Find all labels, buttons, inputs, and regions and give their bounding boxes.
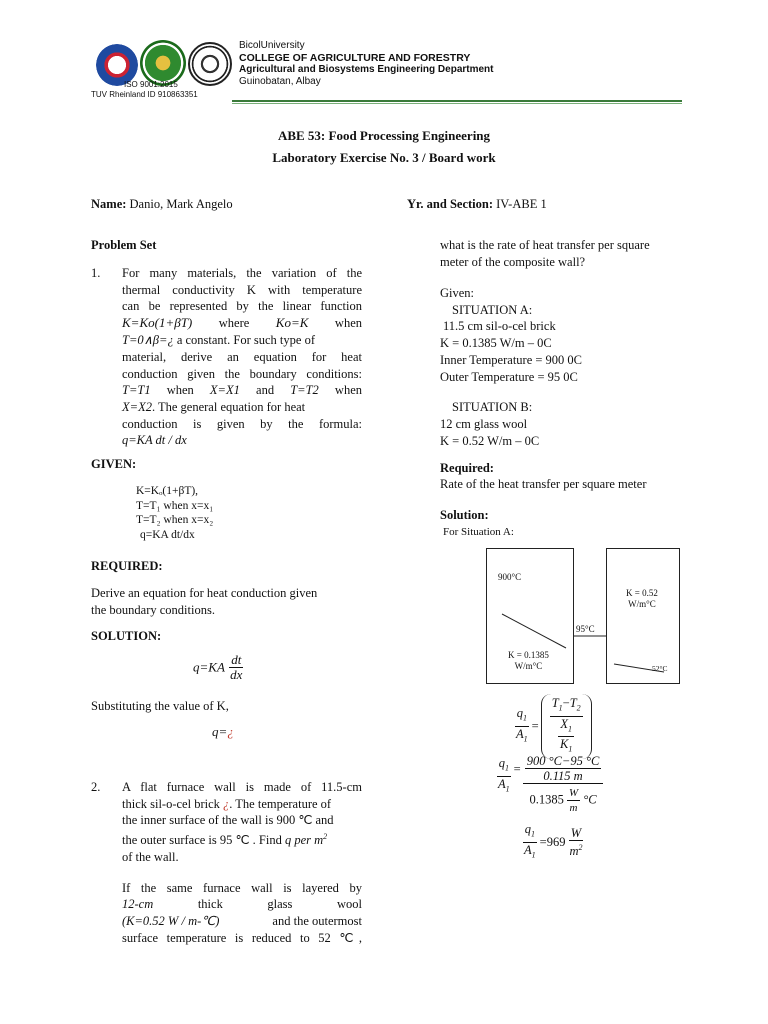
wall-diagram bbox=[486, 548, 682, 684]
exercise-title: Laboratory Exercise No. 3 / Board work bbox=[272, 150, 496, 165]
p2-para2-line2 bbox=[122, 896, 362, 913]
problem1-text bbox=[122, 265, 362, 449]
right-k-label bbox=[626, 588, 658, 610]
name-value: Danio, Mark Angelo bbox=[129, 197, 233, 211]
header-location: Guinobatan, Albay bbox=[239, 76, 321, 87]
header-university: BicolUniversity bbox=[239, 40, 305, 51]
equation-2 bbox=[496, 754, 603, 815]
eq1-minus: − bbox=[562, 696, 570, 710]
problem1-number: 1. bbox=[91, 266, 101, 280]
p2-line2 bbox=[122, 796, 362, 813]
header-college: COLLEGE OF AGRICULTURE AND FORESTRY bbox=[239, 52, 471, 64]
given-line: T=T₂ when x=x₂ bbox=[136, 514, 214, 526]
eq3-a: A bbox=[524, 842, 532, 857]
p2-line5: of the wall. bbox=[122, 849, 179, 864]
problem2-text bbox=[122, 779, 362, 946]
p2-required-title: Required: bbox=[440, 461, 494, 475]
left-k-unit: W/m°C bbox=[514, 661, 543, 671]
sub-eq bbox=[212, 724, 234, 740]
p2-line1: A flat furnace wall is made of 11.5-cm bbox=[122, 780, 362, 794]
p2-word-wool: wool bbox=[336, 897, 362, 912]
p1-given-lines bbox=[136, 484, 213, 542]
eq3-unit-sup: 2 bbox=[578, 842, 583, 852]
when-word: when bbox=[334, 316, 362, 331]
eq2-unit-num: W bbox=[568, 787, 579, 799]
left-k-value: K = 0.1385 bbox=[508, 650, 549, 660]
department-seal-icon bbox=[188, 42, 232, 86]
eq2-rhs bbox=[523, 754, 604, 815]
problem-set-title: Problem Set bbox=[91, 238, 157, 252]
sub-eq-red: ¿ bbox=[227, 724, 234, 739]
header-rule bbox=[232, 100, 682, 102]
eq-b1: T=T1 bbox=[122, 383, 151, 398]
problem2-number: 2. bbox=[91, 780, 101, 794]
sit-a-line: Outer Temperature = 95 0C bbox=[440, 369, 578, 384]
p2-para2-line1: If the same furnace wall is layered by bbox=[122, 880, 362, 895]
p2-line4a: the outer surface is 95 ℃ . Find bbox=[122, 833, 282, 848]
sit-a-line: Inner Temperature = 900 0C bbox=[440, 352, 583, 367]
p2-line3-tail: and the outermost bbox=[272, 914, 362, 929]
eq3-q: q bbox=[524, 822, 531, 836]
p1-line7: conduction given the boundary conditions: bbox=[122, 366, 362, 381]
tuv-label: TUV Rheinland ID 910863351 bbox=[91, 90, 198, 99]
eq1-lhs bbox=[514, 706, 530, 746]
eq1-a-sub: 1 bbox=[523, 734, 528, 744]
right-k-value: K = 0.52 bbox=[626, 588, 658, 598]
eq2-unit bbox=[567, 786, 580, 815]
sol-num: dt bbox=[231, 652, 242, 667]
eq-b3: T=T2 bbox=[290, 383, 319, 398]
eq2-k-value: 0.1385 bbox=[529, 792, 564, 807]
p2-solution-title: Solution: bbox=[440, 508, 489, 522]
eq-cond: T=0∧β=¿ bbox=[122, 333, 174, 348]
p1-line9-tail: . The general equation for heat bbox=[151, 399, 306, 414]
p2-required-text: Rate of the heat transfer per square meter bbox=[440, 477, 647, 491]
eq1-t1: T bbox=[551, 696, 559, 710]
sit-a-title: SITUATION A: bbox=[452, 302, 533, 317]
p2-word-thick: thick bbox=[197, 897, 223, 912]
eq2-top bbox=[525, 754, 602, 783]
eq3-unit bbox=[567, 826, 584, 858]
eq1-q: q bbox=[516, 706, 523, 721]
eq1-equals: = bbox=[531, 718, 539, 733]
for-situation-label: For Situation A: bbox=[443, 526, 514, 538]
p2-word-12cm: 12-cm bbox=[122, 897, 154, 912]
eq1-x: X bbox=[560, 716, 568, 731]
required-line: the boundary conditions. bbox=[91, 602, 215, 617]
right-temp-label: 52°C bbox=[652, 664, 668, 673]
sit-a-line: 11.5 cm sil-o-cel brick bbox=[443, 319, 556, 334]
section-value: IV-ABE 1 bbox=[496, 197, 547, 211]
p1-required-text bbox=[91, 585, 317, 618]
sol-lhs: q=KA bbox=[193, 659, 225, 675]
substituting-text: Substituting the value of K, bbox=[91, 699, 229, 713]
sub-eq-lhs: q= bbox=[212, 724, 228, 739]
p2-para2-line4: surface temperature is reduced to 52 ℃, bbox=[122, 930, 362, 945]
p1-line5 bbox=[122, 332, 362, 349]
given-line: q=KA dt/dx bbox=[140, 528, 195, 541]
eq1-x-sub: 1 bbox=[568, 724, 572, 733]
eq3-unit-den: m bbox=[569, 844, 579, 859]
p2-line4 bbox=[122, 829, 362, 849]
section-label: Yr. and Section: bbox=[407, 197, 494, 211]
eq3-value: =969 bbox=[539, 834, 566, 849]
eq2-equals: = bbox=[513, 762, 521, 776]
p1-line2: thermal conductivity K with temperature bbox=[122, 282, 362, 297]
eq-ko: Ko=K bbox=[275, 315, 309, 331]
p2-cont-line1: what is the rate of heat transfer per square bbox=[440, 238, 650, 252]
sol-fraction bbox=[228, 653, 244, 682]
p2-given-title: Given: bbox=[440, 286, 475, 300]
p2-word-glass: glass bbox=[267, 897, 293, 912]
spacer bbox=[122, 866, 362, 880]
eq-linear: K=Ko(1+βT) bbox=[122, 315, 193, 331]
iso-label: ISO 9001:2015 bbox=[124, 80, 178, 89]
eq1-xk bbox=[558, 717, 574, 757]
eq2-a-sub: 1 bbox=[505, 784, 510, 793]
when-a: when bbox=[166, 383, 194, 398]
eq1-t2-sub: 2 bbox=[576, 703, 581, 713]
p1-line3: can be represented by the linear function bbox=[122, 299, 362, 314]
p2-line2-red: ¿ bbox=[223, 796, 230, 811]
spacer bbox=[440, 385, 680, 399]
p1-line10: conduction is given by the formula: bbox=[122, 416, 362, 431]
eq2-q: q bbox=[498, 756, 505, 770]
p2-line2b: . The temperature of bbox=[229, 796, 332, 811]
sol-den: dx bbox=[230, 667, 243, 682]
sit-b-line: K = 0.52 W/m – 0C bbox=[440, 433, 540, 448]
eq1-a: A bbox=[516, 726, 524, 741]
temp-gradient-line-a bbox=[502, 614, 566, 648]
p1-line4 bbox=[122, 315, 362, 332]
given-line: K=Kₒ(1+βT), bbox=[136, 485, 199, 497]
p1-line5-tail: a constant. For such type of bbox=[176, 333, 315, 348]
header-rule-thin bbox=[232, 103, 682, 104]
eq1-t2: T bbox=[569, 696, 577, 710]
eq1-q-sub: 1 bbox=[522, 713, 527, 723]
left-k-label bbox=[508, 650, 549, 672]
sit-a-line: K = 0.1385 W/m – 0C bbox=[440, 336, 552, 351]
eq2-lhs bbox=[496, 756, 512, 796]
eq-formula: q=KA dt / dx bbox=[122, 433, 187, 448]
p1-line6: material, derive an equation for heat bbox=[122, 349, 362, 364]
p1-line1: For many materials, the variation of the bbox=[122, 266, 362, 280]
required-line: Derive an equation for heat conduction given bbox=[91, 586, 318, 600]
and-word: and bbox=[256, 383, 275, 398]
p2-line4-math: q per m bbox=[284, 833, 324, 848]
p1-given-title: GIVEN: bbox=[91, 457, 137, 471]
p2-cont-line2: meter of the composite wall? bbox=[440, 254, 586, 269]
eq3-a-sub: 1 bbox=[531, 850, 536, 859]
section-row bbox=[407, 196, 547, 213]
p2-line2a: thick sil-o-cel brick bbox=[122, 796, 220, 811]
given-line: T=T₁ when x=x₁ bbox=[136, 499, 214, 512]
eq-b4: X=X2 bbox=[122, 399, 152, 414]
left-temp-label: 900°C bbox=[498, 572, 522, 582]
eq3-unit-num: W bbox=[570, 825, 582, 840]
eq2-q-sub: 1 bbox=[504, 763, 509, 773]
eq2-unit-den: m bbox=[569, 802, 578, 814]
equation-3 bbox=[522, 822, 584, 862]
eq2-unit-tail: °C bbox=[583, 792, 597, 807]
eq1-k-sub: 1 bbox=[568, 744, 573, 754]
eq1-paren bbox=[541, 694, 592, 759]
course-title: ABE 53: Food Processing Engineering bbox=[277, 128, 491, 143]
where-word: where bbox=[218, 316, 250, 331]
p2-k-eq: (K=0.52 W / m-℃) bbox=[122, 914, 220, 929]
header-department: Agricultural and Biosystems Engineering Department bbox=[239, 64, 494, 75]
eq2-top-den: 0.115 m bbox=[543, 769, 583, 783]
p2-continued bbox=[440, 237, 680, 270]
eq1-rhs bbox=[550, 696, 583, 757]
p2-given-block bbox=[440, 285, 680, 449]
sit-b-line: 12 cm glass wool bbox=[440, 416, 528, 431]
right-k-unit: W/m°C bbox=[628, 599, 656, 609]
p1-line9 bbox=[122, 399, 362, 416]
when-b: when bbox=[334, 383, 362, 398]
p1-line8 bbox=[122, 382, 362, 399]
mid-temp-label: 95°C bbox=[576, 624, 595, 634]
name-row bbox=[91, 196, 233, 213]
p1-solution-title: SOLUTION: bbox=[91, 629, 162, 643]
p2-para2-line3 bbox=[122, 913, 362, 930]
p1-solution-eq bbox=[193, 653, 244, 682]
eq1-k: K bbox=[560, 737, 569, 751]
eq1-t1-sub: 1 bbox=[558, 703, 563, 713]
p2-line4-sup: 2 bbox=[323, 832, 328, 842]
equation-1 bbox=[514, 694, 592, 759]
eq2-top-num: 900 °C−95 °C bbox=[526, 754, 600, 768]
name-label: Name: bbox=[91, 197, 127, 211]
p2-line3: the inner surface of the wall is 900 ℃ and bbox=[122, 813, 334, 828]
eq3-lhs bbox=[522, 822, 538, 862]
eq-b2: X=X1 bbox=[209, 383, 240, 398]
eq2-a: A bbox=[498, 776, 506, 791]
p1-required-title: REQUIRED: bbox=[91, 559, 163, 573]
sit-b-title: SITUATION B: bbox=[452, 400, 533, 415]
eq3-q-sub: 1 bbox=[530, 829, 535, 839]
